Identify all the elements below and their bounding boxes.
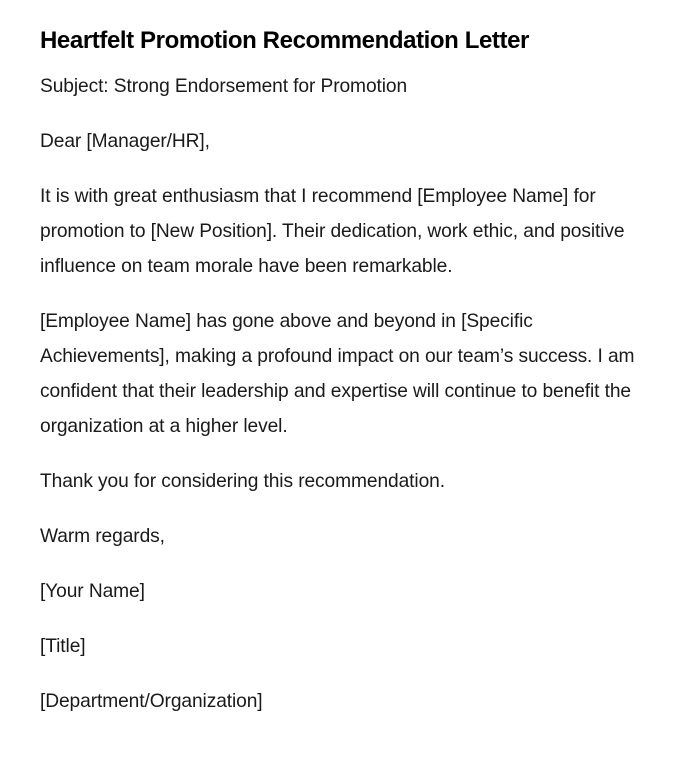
signature-organization: [Department/Organization]: [40, 691, 263, 712]
letter-paragraph-intro: It is with great enthusiasm that I recommend [Employee Name] for promotion to [New Position]. Their dedication, work ethic, and positive influence on team morale have been remarkable.: [40, 186, 625, 277]
letter-paragraph-thanks: Thank you for considering this recommendation.: [40, 471, 445, 492]
letter-closing: Warm regards,: [40, 526, 165, 547]
letter-paragraph-achievements: [Employee Name] has gone above and beyond in [Specific Achievements], making a profound impact on our team’s success. I am confident that their leadership and expertise will continue to benefit the organization at a higher level.: [40, 311, 635, 437]
signature-title: [Title]: [40, 636, 86, 657]
signature-name: [Your Name]: [40, 581, 145, 602]
letter-salutation: Dear [Manager/HR],: [40, 131, 210, 152]
letter-subject: Subject: Strong Endorsement for Promotion: [40, 76, 408, 97]
letter-title: Heartfelt Promotion Recommendation Letter: [40, 27, 529, 54]
